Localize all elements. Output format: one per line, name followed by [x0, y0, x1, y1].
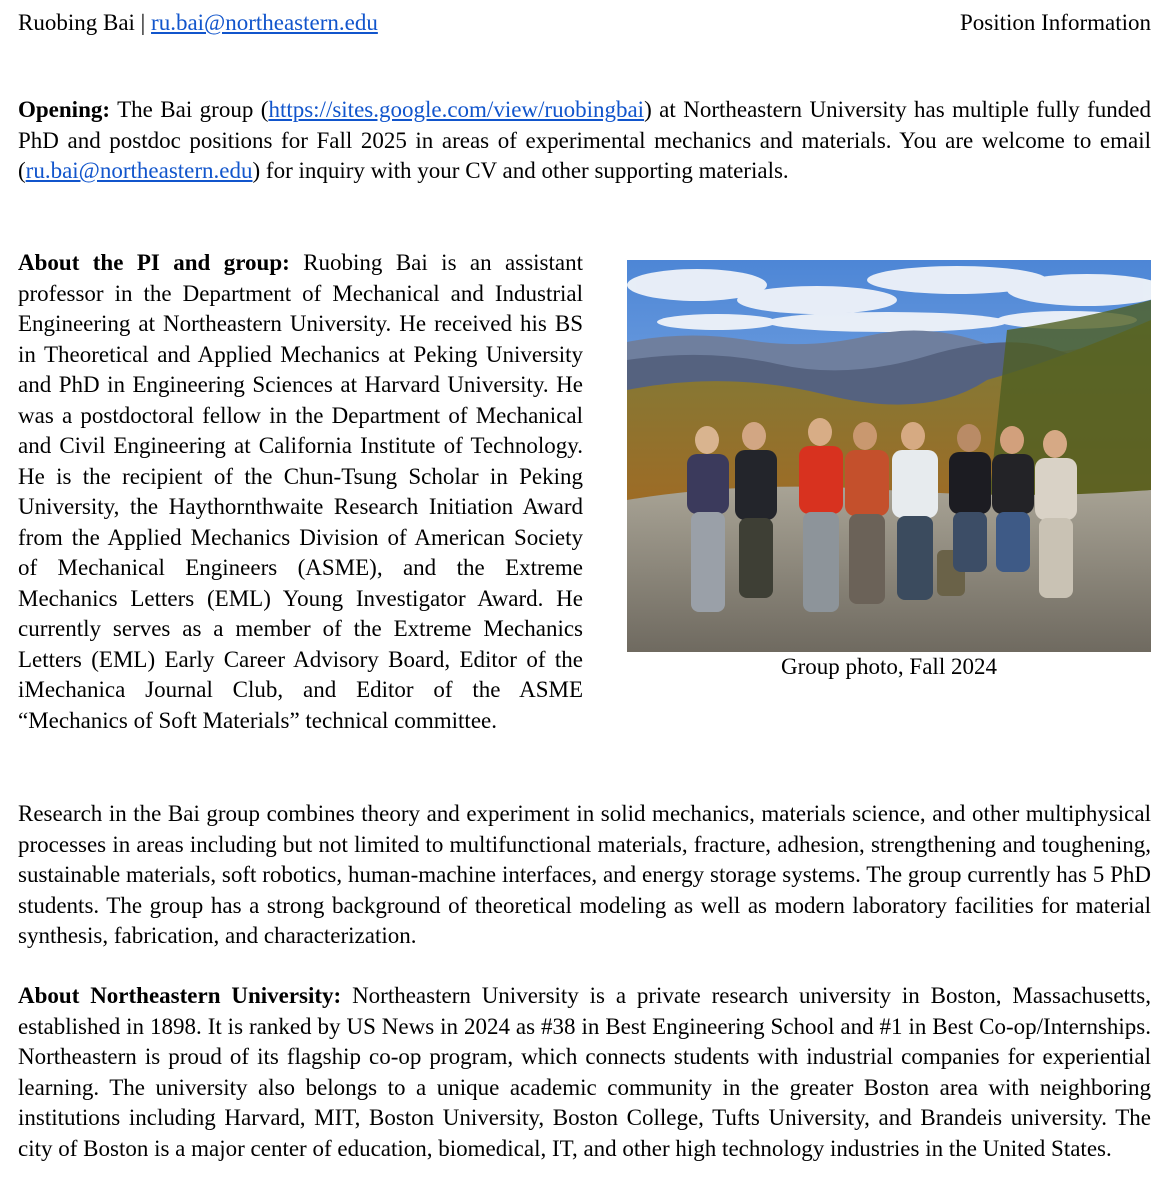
about-pi-text: Ruobing Bai is an assistant professor in the Department of Mechanical and Industrial Engineering at Northeastern University. He received his BS in Theoretical and Applied Mechanics at Peking University and PhD in Engineering Sciences at Harvard University. He was a postdoctoral fellow in the Department of Mechanical and Civil Engineering at California Institute of Technology. He is the recipient of the Chun-Tsung Scholar in Peking University, the Haythornthwaite Research Initiation Award from the Applied Mechanics Division of American Society of Mechanical Engineers (ASME), and the Extreme Mechanics Letters (EML) Young Investigator Award. He currently serves as a member of the Extreme Mechanics Letters (EML) Early Career Advisory Board, Editor of the iMechanica Journal Club, and Editor of the ASME “Mechanics of Soft Materials” technical committee. — [18, 250, 583, 733]
photo-caption: Group photo, Fall 2024 — [781, 654, 997, 679]
opening-text-2: ) at Northeastern University has multiple fully funded PhD and postdoc positions for Fall 2025 in areas of experimental mechanics and materials. You are welcome to email ( — [18, 97, 1151, 183]
header-email-link[interactable]: ru.bai@northeastern.edu — [151, 10, 378, 35]
research-section — [18, 799, 1151, 952]
header-separator: | — [134, 10, 152, 35]
research-paragraph: Research in the Bai group combines theory and experiment in solid mechanics, materials science, and other multiphysical processes in areas including but not limited to multifunctional materials, fracture, adhesion, strengthening and toughening, sustainable materials, soft robotics, human-machine interfaces, and energy storage systems. The group currently has 5 PhD students. The group has a strong background of theoretical modeling as well as modern laboratory facilities for material synthesis, fabrication, and characterization. — [18, 801, 1151, 948]
about-pi-section — [18, 248, 1151, 736]
page-header — [18, 8, 1151, 40]
about-northeastern-text: Northeastern University is a private research university in Boston, Massachusetts, established in 1898. It is ranked by US News in 2024 as #38 in Best Engineering School and #1 in Best Co-op/Internships. Northeastern is proud of its flagship co-op program, which connects students with industrial companies for experiential learning. The university also belongs to a unique academic community in the greater Boston area with neighboring institutions including Harvard, MIT, Boston University, Boston College, Tufts University, and Brandeis university. The city of Boston is a major center of education, biomedical, IT, and other high technology industries in the United States. — [18, 983, 1152, 1161]
opening-email-link[interactable]: ru.bai@northeastern.edu — [25, 158, 253, 183]
opening-text-1: The Bai group ( — [110, 97, 269, 122]
about-pi-label: About the PI and group: — [18, 250, 290, 275]
about-northeastern-paragraph — [18, 981, 1151, 1164]
group-photo — [627, 260, 1151, 652]
author-name: Ruobing Bai — [18, 10, 135, 35]
group-photo-figure — [627, 260, 1151, 682]
header-left — [18, 8, 378, 38]
about-northeastern-label: About Northeastern University: — [18, 983, 342, 1008]
about-northeastern-section — [18, 981, 1151, 1164]
group-website-link[interactable]: https://sites.google.com/view/ruobingbai — [268, 97, 645, 122]
opening-label: Opening: — [18, 97, 111, 122]
opening-paragraph — [18, 95, 1151, 187]
header-right-title: Position Information — [959, 10, 1151, 35]
opening-section — [18, 95, 1151, 187]
opening-text-3: ) for inquiry with your CV and other supporting materials. — [252, 158, 789, 183]
